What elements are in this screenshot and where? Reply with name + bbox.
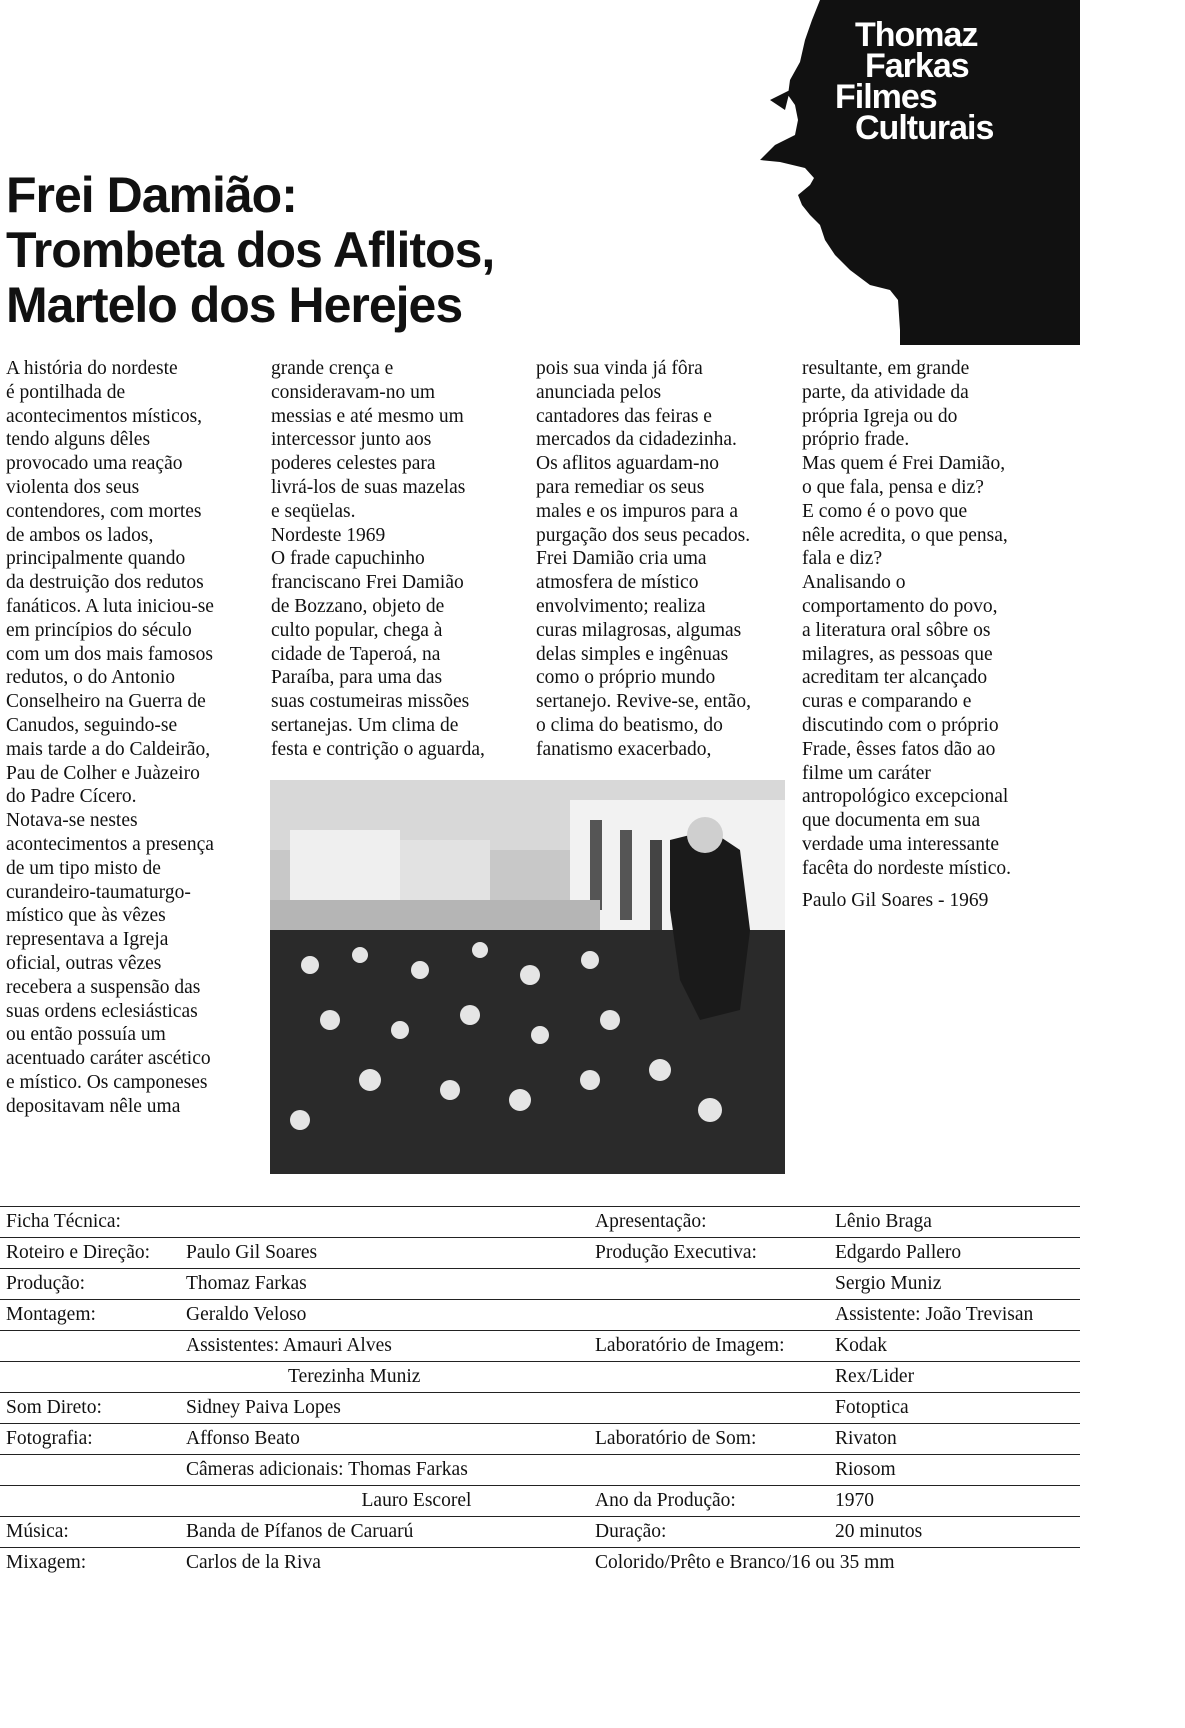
logo-text	[835, 16, 1075, 147]
text-line: grande crença e	[271, 358, 394, 379]
text-line: resultante, em grande	[802, 358, 970, 379]
text-line: milagres, as pessoas que	[802, 643, 993, 665]
text-line: discutindo com o próprio	[802, 714, 999, 736]
text-line: e seqüelas.	[271, 500, 356, 522]
credits-cell: Som Direto:	[6, 1397, 102, 1418]
text-line: mais tarde a do Caldeirão,	[6, 738, 211, 760]
credits-row	[0, 1516, 1080, 1547]
text-line: de Bozzano, objeto de	[271, 595, 445, 617]
text-line: Notava-se nestes	[6, 810, 138, 832]
text-line: mercados da cidadezinha.	[536, 429, 737, 451]
text-line: Frade, êsses fatos dão ao	[802, 738, 996, 760]
text-line: redutos, o do Antonio	[6, 667, 175, 689]
text-line: como o próprio mundo	[536, 667, 716, 689]
credits-cell: 20 minutos	[835, 1521, 923, 1542]
text-line: pois sua vinda já fôra	[536, 358, 703, 379]
text-line: em princípios do século	[6, 619, 192, 641]
text-line: contendores, com mortes	[6, 500, 202, 522]
credits-cell: Sidney Paiva Lopes	[186, 1397, 341, 1418]
credits-cell: Edgardo Pallero	[835, 1242, 962, 1263]
text-line: tendo alguns dêles	[6, 429, 151, 451]
logo-line: Thomaz	[855, 16, 978, 54]
title-line: Trombeta dos Aflitos,	[6, 222, 495, 278]
logo-line: Filmes	[835, 78, 937, 116]
page-title	[6, 168, 746, 333]
credits-cell: Assistente: João Trevisan	[835, 1304, 1034, 1325]
credits-cell: Música:	[6, 1521, 69, 1542]
text-line: Conselheiro na Guerra de	[6, 691, 206, 713]
credits-row	[0, 1547, 1080, 1578]
text-line: representava a Igreja	[6, 929, 169, 951]
text-line: do Padre Cícero.	[6, 786, 137, 808]
text-line: Pau de Colher e Juàzeiro	[6, 762, 200, 784]
credits-cell: Kodak	[835, 1335, 887, 1356]
credits-cell: Banda de Pífanos de Caruarú	[186, 1521, 414, 1542]
text-line: Os aflitos aguardam-no	[536, 453, 720, 475]
text-line: sertanejas. Um clima de	[271, 714, 459, 736]
text-line: males e os impuros para a	[536, 500, 738, 522]
credits-row	[0, 1299, 1080, 1330]
text-line: atmosfera de místico	[536, 572, 699, 594]
text-line: E como é o povo que	[802, 500, 968, 522]
text-line: festa e contrição o aguarda,	[271, 738, 485, 760]
credits-cell: Mixagem:	[6, 1552, 87, 1573]
text-line: acontecimentos místicos,	[6, 405, 203, 427]
credits-cell: Geraldo Veloso	[186, 1304, 307, 1325]
text-line: o clima do beatismo, do	[536, 714, 723, 736]
text-line: livrá-los de suas mazelas	[271, 476, 466, 498]
text-line: delas simples e ingênuas	[536, 643, 729, 665]
text-line: parte, da atividade da	[802, 381, 969, 403]
credits-row	[0, 1485, 1080, 1516]
text-line: suas ordens eclesiásticas	[6, 1000, 198, 1022]
text-column-3	[536, 357, 796, 762]
text-line: principalmente quando	[6, 548, 186, 570]
text-line: própria Igreja ou do	[802, 405, 958, 427]
text-line: o que fala, pensa e diz?	[802, 476, 984, 498]
credits-cell: Ficha Técnica:	[6, 1211, 121, 1232]
text-line: sertanejo. Revive-se, então,	[536, 691, 751, 713]
credits-cell: Produção Executiva:	[595, 1242, 757, 1263]
text-column-1	[6, 357, 261, 1119]
text-line: curandeiro-taumaturgo-	[6, 881, 191, 903]
credits-row	[0, 1392, 1080, 1423]
text-line: Analisando o	[802, 572, 906, 594]
text-line: violenta dos seus	[6, 476, 140, 498]
text-line: recebera a suspensão das	[6, 976, 201, 998]
text-line: místico que às vêzes	[6, 905, 166, 927]
text-line: é pontilhada de	[6, 381, 126, 403]
text-line: nêle acredita, o que pensa,	[802, 524, 1008, 546]
text-line: Frei Damião cria uma	[536, 548, 707, 570]
text-line: poderes celestes para	[271, 453, 436, 475]
text-line: culto popular, chega à	[271, 619, 443, 641]
credits-cell: Roteiro e Direção:	[6, 1242, 151, 1263]
crowd-photo	[270, 780, 785, 1174]
text-line: intercessor junto aos	[271, 429, 432, 451]
credits-cell: Colorido/Prêto e Branco/16 ou 35 mm	[595, 1552, 895, 1573]
credits-cell: Rivaton	[835, 1428, 897, 1449]
text-line: cidade de Taperoá, na	[271, 643, 441, 665]
credits-row	[0, 1206, 1080, 1237]
text-line: oficial, outras vêzes	[6, 952, 162, 974]
text-line	[802, 881, 1074, 889]
text-line: para remediar os seus	[536, 476, 705, 498]
text-line: depositavam nêle uma	[6, 1095, 181, 1117]
text-line: comportamento do povo,	[802, 595, 998, 617]
credits-row	[0, 1330, 1080, 1361]
credits-cell: Lênio Braga	[835, 1211, 932, 1232]
text-line: curas e comparando e	[802, 691, 972, 713]
credits-cell: Terezinha Muniz	[186, 1366, 421, 1387]
credits-cell: Sergio Muniz	[835, 1273, 942, 1294]
text-line: anunciada pelos	[536, 381, 662, 403]
credits-cell: Thomaz Farkas	[186, 1273, 307, 1294]
text-line: cantadores das feiras e	[536, 405, 712, 427]
title-line: Frei Damião:	[6, 167, 297, 223]
logo-line: Culturais	[855, 109, 994, 147]
credits-row	[0, 1454, 1080, 1485]
text-line: próprio frade.	[802, 429, 910, 451]
credits-row	[0, 1423, 1080, 1454]
text-line: antropológico excepcional	[802, 786, 1009, 808]
text-line: A história do nordeste	[6, 358, 178, 379]
text-line: envolvimento; realiza	[536, 595, 706, 617]
title-line: Martelo dos Herejes	[6, 277, 463, 333]
text-line: a literatura oral sôbre os	[802, 619, 991, 641]
text-line: provocado uma reação	[6, 453, 183, 475]
text-line: curas milagrosas, algumas	[536, 619, 742, 641]
text-line: e místico. Os camponeses	[6, 1071, 208, 1093]
text-line: franciscano Frei Damião	[271, 572, 464, 594]
credits-cell: Apresentação:	[595, 1211, 707, 1232]
credits-cell: Fotografia:	[6, 1428, 93, 1449]
text-line: com um dos mais famosos	[6, 643, 213, 665]
text-line: purgação dos seus pecados.	[536, 524, 751, 546]
text-line: Mas quem é Frei Damião,	[802, 453, 1006, 475]
text-line: O frade capuchinho	[271, 548, 425, 570]
text-line: que documenta em sua	[802, 810, 981, 832]
text-line: consideravam-no um	[271, 381, 436, 403]
credits-cell: Paulo Gil Soares	[186, 1242, 318, 1263]
credits-cell: Rex/Lider	[835, 1366, 915, 1387]
text-line: verdade uma interessante	[802, 833, 1000, 855]
text-line: Paulo Gil Soares - 1969	[802, 889, 989, 911]
credits-cell: Fotoptica	[835, 1397, 909, 1418]
text-line: facêta do nordeste místico.	[802, 857, 1012, 879]
credits-cell: 1970	[835, 1490, 874, 1511]
text-line: de um tipo misto de	[6, 857, 161, 879]
text-line: fala e diz?	[802, 548, 883, 570]
credits-row	[0, 1361, 1080, 1392]
text-column-2	[271, 357, 531, 762]
credits-row	[0, 1237, 1080, 1268]
credits-cell: Montagem:	[6, 1304, 96, 1325]
credits-row	[0, 1268, 1080, 1299]
credits-cell: Lauro Escorel	[186, 1490, 472, 1511]
credits-cell: Laboratório de Imagem:	[595, 1335, 785, 1356]
credits-cell: Assistentes: Amauri Alves	[186, 1335, 392, 1356]
credits-cell: Câmeras adicionais: Thomas Farkas	[186, 1459, 468, 1480]
text-line: acontecimentos a presença	[6, 833, 214, 855]
text-line: ou então possuía um	[6, 1024, 166, 1046]
text-line: acreditam ter alcançado	[802, 667, 988, 689]
text-line: Nordeste 1969	[271, 524, 386, 546]
text-line: de ambos os lados,	[6, 524, 154, 546]
credits-cell: Duração:	[595, 1521, 667, 1542]
text-line: filme um caráter	[802, 762, 931, 784]
credits-table	[0, 1206, 1080, 1578]
text-line: Paraíba, para uma das	[271, 667, 443, 689]
logo-line: Farkas	[865, 47, 969, 85]
text-line: suas costumeiras missões	[271, 691, 470, 713]
credits-cell: Riosom	[835, 1459, 896, 1480]
text-line: fanáticos. A luta iniciou-se	[6, 595, 214, 617]
text-line: acentuado caráter ascético	[6, 1048, 211, 1070]
text-line: messias e até mesmo um	[271, 405, 464, 427]
credits-cell: Laboratório de Som:	[595, 1428, 757, 1449]
text-line: fanatismo exacerbado,	[536, 738, 712, 760]
credits-cell: Ano da Produção:	[595, 1490, 736, 1511]
text-line: da destruição dos redutos	[6, 572, 204, 594]
logo	[750, 0, 1080, 345]
credits-cell: Affonso Beato	[186, 1428, 300, 1449]
text-line: Canudos, seguindo-se	[6, 714, 178, 736]
text-column-4	[802, 357, 1074, 912]
credits-cell: Carlos de la Riva	[186, 1552, 321, 1573]
credits-cell: Produção:	[6, 1273, 86, 1294]
